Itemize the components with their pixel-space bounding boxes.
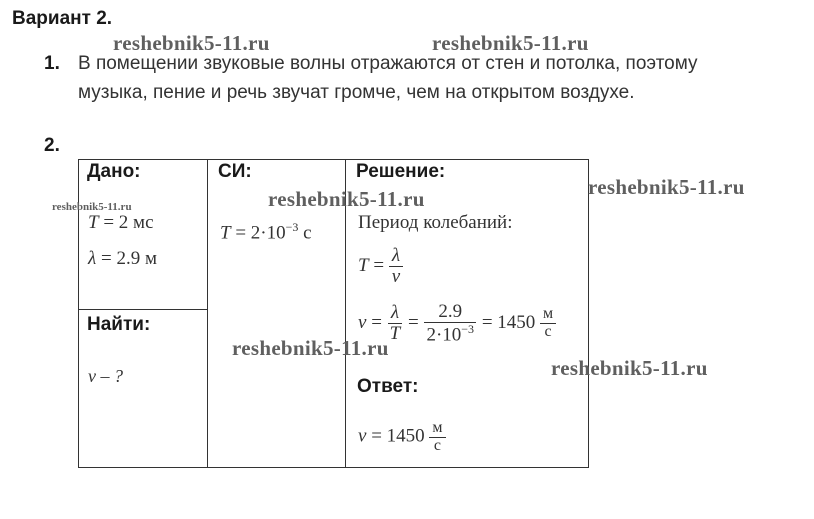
si-header: СИ:	[218, 161, 252, 182]
given-header: Дано:	[87, 161, 141, 182]
watermark: reshebnik5-11.ru	[551, 356, 708, 380]
calc-speed: v = $\frac{\lambda}{T}$ = $\frac{2.9}{2\cdot 10^{-3}}$ = 1450 $\frac{м}{с}$	[358, 302, 556, 345]
watermark: reshebnik5-11.ru	[268, 187, 425, 211]
page-title: Вариант 2.	[12, 8, 113, 29]
given-wavelength: λ = 2.9 м	[88, 248, 157, 269]
answer-header: Ответ:	[357, 376, 419, 397]
table-border-bottom	[78, 467, 589, 468]
watermark: reshebnik5-11.ru	[588, 175, 745, 199]
item-1-line-1: В помещении звуковые волны отражаются от стен и потолка, поэтому	[78, 53, 698, 74]
table-divider-1	[207, 159, 208, 468]
period-label: Период колебаний:	[358, 212, 513, 233]
watermark: reshebnik5-11.ru	[432, 31, 589, 55]
solution-header: Решение:	[356, 161, 446, 182]
watermark: reshebnik5-11.ru	[52, 201, 132, 213]
find-value: v – ?	[88, 366, 123, 386]
table-border-top	[78, 159, 589, 160]
given-period: T = 2 мс	[88, 212, 154, 233]
table-border-right	[588, 159, 589, 468]
item-1-line-2: музыка, пение и речь звучат громче, чем на открытом воздухе.	[78, 82, 635, 103]
find-header: Найти:	[87, 314, 151, 335]
si-period: $T = 2\cdot 10^{-3}$ с	[220, 220, 312, 244]
answer-value: v = 1450 $\frac{м}{с}$	[358, 420, 446, 455]
table-divider-given-find	[78, 309, 208, 310]
item-1-number: 1.	[44, 53, 60, 74]
watermark: reshebnik5-11.ru	[113, 31, 270, 55]
watermark: reshebnik5-11.ru	[232, 336, 389, 360]
formula-period: T = $\frac{\lambda}{v}$	[358, 246, 403, 287]
item-2-number: 2.	[44, 135, 60, 156]
